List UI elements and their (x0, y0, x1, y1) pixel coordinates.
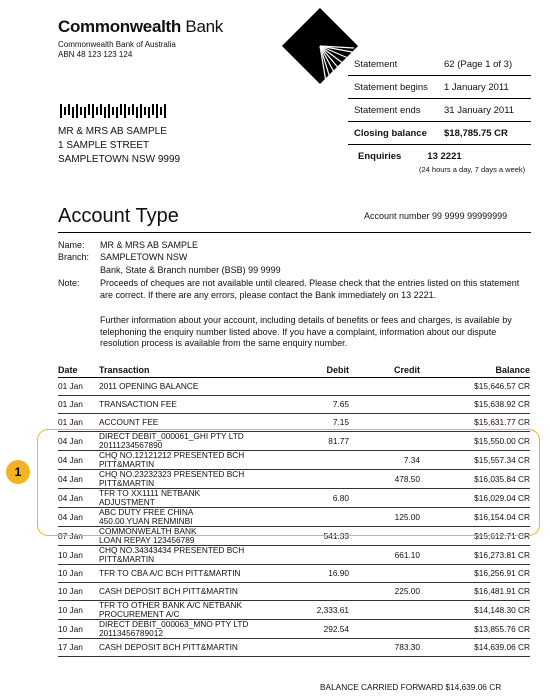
transaction-line-2: PROCUREMENT A/C (99, 609, 180, 619)
row-credit (349, 378, 420, 396)
transaction-line-2: PITT&MARTIN (99, 459, 155, 469)
closing-balance-row: Closing balance $18,785.75 CR (348, 122, 531, 145)
row-credit: 225.00 (349, 583, 420, 601)
row-credit: 783.30 (349, 639, 420, 657)
row-date: 04 Jan (58, 470, 99, 489)
row-balance: $15,646.57 CR (420, 378, 530, 396)
transaction-line-2: 450.00 YUAN RENMINBI (99, 516, 193, 526)
row-date: 01 Jan (58, 414, 99, 432)
row-balance: $14,148.30 CR (420, 601, 530, 620)
note-label: Note: (58, 278, 80, 288)
col-debit: Debit (289, 363, 349, 378)
row-debit (289, 546, 349, 565)
row-transaction (99, 378, 289, 396)
table-row (58, 565, 530, 583)
table-row (58, 546, 530, 565)
row-credit (349, 565, 420, 583)
address-line-2: 1 SAMPLE STREET (58, 140, 150, 151)
row-balance: $16,154.04 CR (420, 508, 530, 527)
transaction-line-1: ABC DUTY FREE CHINA (99, 507, 194, 517)
transaction-line-1: TFR TO OTHER BANK A/C NETBANK (99, 600, 243, 610)
address-line-1: MR & MRS AB SAMPLE (58, 126, 167, 137)
row-date: 04 Jan (58, 432, 99, 451)
row-date: 10 Jan (58, 583, 99, 601)
row-date: 10 Jan (58, 565, 99, 583)
row-debit: 292.54 (289, 620, 349, 639)
row-debit: 81.77 (289, 432, 349, 451)
divider (58, 232, 531, 233)
highlight-box (37, 429, 540, 536)
row-credit (349, 601, 420, 620)
row-debit: 7.15 (289, 414, 349, 432)
row-debit (289, 583, 349, 601)
branch-label: Branch: (58, 252, 90, 262)
transaction-line-1: 2011 OPENING BALANCE (99, 381, 199, 391)
table-row (58, 601, 530, 620)
statement-row: Statement 62 (Page 1 of 3) (348, 53, 531, 76)
col-credit: Credit (349, 363, 420, 378)
row-credit: 7.34 (349, 451, 420, 470)
row-balance: $15,550.00 CR (420, 432, 530, 451)
transaction-line-2: 20113456789012 (99, 628, 163, 638)
table-row (58, 583, 530, 601)
account-type-title: Account Type (58, 205, 179, 227)
row-date: 10 Jan (58, 620, 99, 639)
row-balance: $15,638.92 CR (420, 396, 530, 414)
row-credit (349, 396, 420, 414)
row-balance: $15,612.71 CR (420, 527, 530, 546)
address-line-3: SAMPLETOWN NSW 9999 (58, 154, 181, 165)
name-label: Name: (58, 240, 85, 250)
table-row (58, 396, 530, 414)
row-debit: 6.80 (289, 489, 349, 508)
name-value: MR & MRS AB SAMPLE (100, 240, 199, 250)
row-credit: 478.50 (349, 470, 420, 489)
row-date: 04 Jan (58, 451, 99, 470)
row-transaction (99, 639, 289, 657)
row-date: 04 Jan (58, 489, 99, 508)
transaction-line-1: CASH DEPOSIT BCH PITT&MARTIN (99, 642, 238, 652)
statement-begins-row: Statement begins 1 January 2011 (348, 76, 531, 99)
annotation-marker: 1 (6, 460, 30, 484)
balance-carried-forward: BALANCE CARRIED FORWARD $14,639.06 CR (320, 682, 502, 692)
col-balance: Balance (420, 363, 530, 378)
postal-barcode (60, 104, 170, 118)
transaction-line-2: PITT&MARTIN (99, 478, 155, 488)
row-date: 07 Jan (58, 527, 99, 546)
row-credit: 125.00 (349, 508, 420, 527)
account-number: Account number 99 9999 99999999 (364, 211, 508, 221)
statement-ends-row: Statement ends 31 January 2011 (348, 99, 531, 122)
branch-value: SAMPLETOWN NSW (100, 252, 188, 262)
transaction-line-1: DIRECT DEBIT_000061_GHI PTY LTD (99, 431, 244, 441)
row-balance: $16,273.81 CR (420, 546, 530, 565)
table-row (58, 639, 530, 657)
row-transaction (99, 396, 289, 414)
enquiries-note: (24 hours a day, 7 days a week) (419, 165, 526, 174)
row-debit: 16.90 (289, 565, 349, 583)
bank-name: Commonwealth Bank (58, 17, 223, 36)
row-date: 01 Jan (58, 396, 99, 414)
row-debit (289, 639, 349, 657)
row-balance: $16,035.84 CR (420, 470, 530, 489)
note-paragraph-1: Proceeds of cheques are not available until cleared. Please check that the entries listed on this statement are correct. If there are any errors, please contact the Bank immediately on 13 2221. (100, 278, 520, 300)
row-transaction (99, 546, 289, 565)
bank-legal-name: Commonwealth Bank of Australia (58, 40, 176, 49)
row-balance: $16,256.91 CR (420, 565, 530, 583)
table-row (58, 378, 530, 396)
transaction-line-1: CHQ NO.34343434 PRESENTED BCH (99, 545, 245, 555)
transaction-line-2: PITT&MARTIN (99, 554, 155, 564)
row-debit: 541.33 (289, 527, 349, 546)
row-balance: $13,855.76 CR (420, 620, 530, 639)
row-date: 01 Jan (58, 378, 99, 396)
row-transaction (99, 583, 289, 601)
row-credit (349, 620, 420, 639)
row-balance: $15,631.77 CR (420, 414, 530, 432)
table-row (58, 620, 530, 639)
enquiries: Enquiries 13 2221 (358, 151, 462, 162)
transaction-line-2: ADJUSTMENT (99, 497, 155, 507)
row-balance: $16,481.91 CR (420, 583, 530, 601)
bsb: Bank, State & Branch number (BSB) 99 9999 (100, 265, 281, 275)
transaction-line-2: 20111234567890 (99, 440, 163, 450)
transaction-line-1: CHQ NO.23232323 PRESENTED BCH (99, 469, 245, 479)
bank-abn: ABN 48 123 123 124 (58, 50, 133, 59)
row-date: 04 Jan (58, 508, 99, 527)
row-date: 10 Jan (58, 601, 99, 620)
row-date: 17 Jan (58, 639, 99, 657)
transaction-line-1: COMMONWEALTH BANK (99, 526, 197, 536)
table-header-row (58, 363, 530, 378)
row-transaction (99, 601, 289, 620)
statement-summary (348, 53, 531, 145)
transaction-line-1: DIRECT DEBIT_000063_MNO PTY LTD (99, 619, 249, 629)
row-credit: 661.10 (349, 546, 420, 565)
transaction-line-1: TFR TO CBA A/C BCH PITT&MARTIN (99, 568, 241, 578)
col-transaction: Transaction (99, 363, 289, 378)
row-date: 10 Jan (58, 546, 99, 565)
transaction-line-2: LOAN REPAY 123456789 (99, 535, 195, 545)
transaction-line-1: ACCOUNT FEE (99, 417, 159, 427)
transaction-line-1: CASH DEPOSIT BCH PITT&MARTIN (99, 586, 238, 596)
row-transaction (99, 565, 289, 583)
transaction-line-1: TRANSACTION FEE (99, 399, 177, 409)
note-paragraph-2: Further information about your account, including details of benefits or fees and charges, is available by telephoning the enquiry number listed above. If you have a complaint, information about our dispute resolution process is available from the same enquiry number. (100, 315, 512, 349)
row-balance: $14,639.06 CR (420, 639, 530, 657)
col-date: Date (58, 363, 99, 378)
row-transaction (99, 620, 289, 639)
row-balance: $15,557.34 CR (420, 451, 530, 470)
row-debit (289, 378, 349, 396)
row-debit: 7.65 (289, 396, 349, 414)
row-debit: 2,333.61 (289, 601, 349, 620)
transaction-line-1: CHQ NO.12121212 PRESENTED BCH (99, 450, 245, 460)
transaction-line-1: TFR TO XX1111 NETBANK (99, 488, 201, 498)
row-balance: $16,029.04 CR (420, 489, 530, 508)
